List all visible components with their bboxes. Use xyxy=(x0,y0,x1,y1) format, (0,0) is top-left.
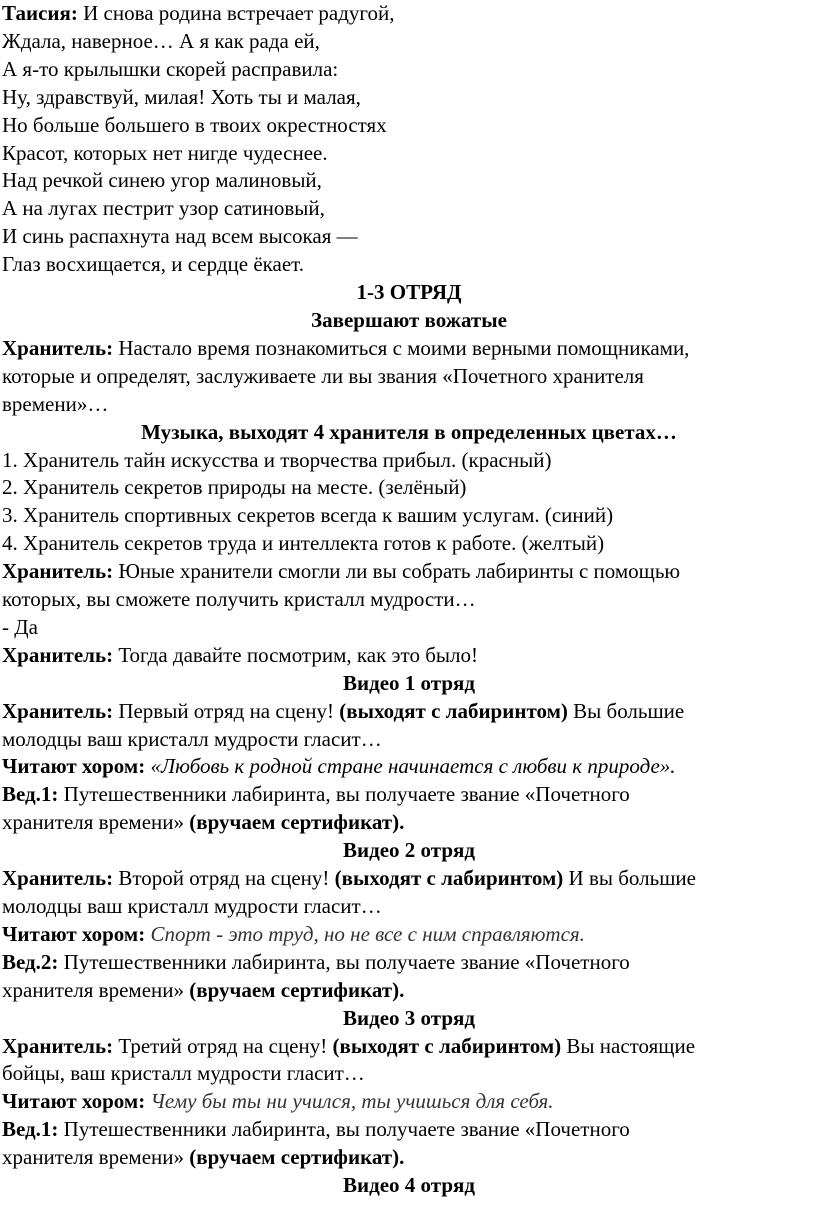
section-heading-finish: Завершают вожатые xyxy=(311,307,507,332)
chorus-label: Читают хором: xyxy=(2,754,146,779)
section-heading-squad: 1-3 ОТРЯД xyxy=(356,280,462,305)
chorus-label: Читают хором: xyxy=(2,1089,146,1114)
keeper-item: 3. Хранитель спортивных секретов всегда к вашим услугам. (синий) xyxy=(2,503,614,528)
question-text: Юные хранители смогли ли вы собрать лабиринты с помощью xyxy=(113,559,681,584)
lead-line xyxy=(2,781,816,809)
keeper-item: 4. Хранитель секретов труда и интеллекта готов к работе. (желтый) xyxy=(2,531,605,556)
poem-line: Ну, здравствуй, милая! Хоть ты и малая, xyxy=(2,84,361,109)
keeper-text: Третий отряд на сцену! xyxy=(113,1033,333,1058)
show-text: Тогда давайте посмотрим, как это было! xyxy=(113,642,478,667)
stage-direction: (выходят с лабиринтом) xyxy=(339,698,568,723)
keeper-text: И вы большие xyxy=(563,866,696,891)
poem-line: Красот, которых нет нигде чудеснее. xyxy=(2,140,328,165)
video-heading: Видео 3 отряд xyxy=(342,1005,475,1030)
lead-line xyxy=(2,1116,816,1144)
stage-direction: (вручаем сертификат). xyxy=(184,977,405,1002)
intro-text: Настало время познакомиться с моими верными помощниками, xyxy=(113,335,690,360)
chorus-line xyxy=(2,921,816,949)
stage-direction: (вручаем сертификат). xyxy=(184,810,405,835)
speaker-label: Таисия: xyxy=(2,1,78,25)
chorus-label: Читают хором: xyxy=(2,921,146,946)
question-line xyxy=(2,558,816,586)
intro-line: которые и определят, заслуживаете ли вы звания «Почетного хранителя xyxy=(2,363,644,388)
speaker-label: Хранитель: xyxy=(2,642,114,667)
speaker-label: Хранитель: xyxy=(2,698,114,723)
poem-line: И снова родина встречает радугой, xyxy=(77,1,395,25)
poem-line: Ждала, наверное… А я как рада ей, xyxy=(2,28,320,53)
keeper-line xyxy=(2,698,816,726)
lead-label: Вед.1: xyxy=(2,1117,59,1142)
chorus-text: «Любовь к родной стране начинается с любви к природе». xyxy=(145,754,676,779)
lead-text: Путешественники лабиринта, вы получаете звание «Почетного xyxy=(58,949,630,974)
lead-text: Путешественники лабиринта, вы получаете звание «Почетного xyxy=(58,1117,630,1142)
lead-label: Вед.1: xyxy=(2,782,59,807)
show-line xyxy=(2,642,816,670)
poem-line: Над речкой синею угор малиновый, xyxy=(2,168,322,193)
video-heading: Видео 1 отряд xyxy=(342,670,475,695)
chorus-line xyxy=(2,753,816,781)
keeper-line: молодцы ваш кристалл мудрости гласит… xyxy=(2,726,382,751)
keeper-text: Первый отряд на сцену! xyxy=(113,698,340,723)
poem-line: Глаз восхищается, и сердце ёкает. xyxy=(2,252,305,277)
keeper-line: молодцы ваш кристалл мудрости гласит… xyxy=(2,894,382,918)
stage-direction: (выходят с лабиринтом) xyxy=(334,866,564,891)
lead-text: хранителя времени» xyxy=(2,977,185,1002)
chorus-text: Чему бы ты ни учился, ты учишься для себя. xyxy=(145,1089,554,1114)
video-heading: Видео 2 отряд xyxy=(342,838,475,863)
video-heading: Видео 4 отряд xyxy=(342,1173,475,1198)
lead-line xyxy=(2,949,816,977)
lead-text: Путешественники лабиринта, вы получаете звание «Почетного xyxy=(58,782,630,807)
answer-line: - Да xyxy=(2,614,38,639)
speaker-label: Хранитель: xyxy=(2,559,114,584)
poem-line: И синь распахнута над всем высокая — xyxy=(2,224,358,249)
chorus-line xyxy=(2,1088,816,1116)
lead-line xyxy=(2,809,816,837)
lead-text: хранителя времени» xyxy=(2,1145,185,1170)
speaker-label: Хранитель: xyxy=(2,1033,114,1058)
poem-line: Но больше большего в твоих окрестностях xyxy=(2,112,387,137)
poem-line: А на лугах пестрит узор сатиновый, xyxy=(2,196,325,221)
keeper-text: Второй отряд на сцену! xyxy=(113,866,335,891)
keeper-item: 2. Хранитель секретов природы на месте. (зелёный) xyxy=(2,475,467,500)
speaker-label: Хранитель: xyxy=(2,335,114,360)
poem-first-line xyxy=(2,0,816,28)
lead-label: Вед.2: xyxy=(2,949,59,974)
question-line: которых, вы сможете получить кристалл мудрости… xyxy=(2,587,476,612)
intro-line xyxy=(2,335,816,363)
lead-text: хранителя времени» xyxy=(2,810,185,835)
intro-line: времени»… xyxy=(2,391,109,416)
poem-line: А я-то крылышки скорей расправила: xyxy=(2,56,339,81)
lead-line xyxy=(2,1144,816,1172)
keeper-text: Вы большие xyxy=(567,698,685,723)
keeper-text: Вы настоящие xyxy=(561,1033,696,1058)
keeper-item: 1. Хранитель тайн искусства и творчества прибыл. (красный) xyxy=(2,447,552,472)
stage-direction: (выходят с лабиринтом) xyxy=(332,1033,562,1058)
music-heading: Музыка, выходят 4 хранителя в определенных цветах… xyxy=(141,419,677,444)
keeper-line xyxy=(2,865,816,893)
stage-direction: (вручаем сертификат). xyxy=(184,1145,405,1170)
speaker-label: Хранитель: xyxy=(2,866,114,891)
keeper-line: бойцы, ваш кристалл мудрости гласит… xyxy=(2,1061,365,1086)
keeper-line xyxy=(2,1033,816,1061)
chorus-text: Спорт - это труд, но не все с ним справляются. xyxy=(145,921,585,946)
lead-line xyxy=(2,977,816,1005)
